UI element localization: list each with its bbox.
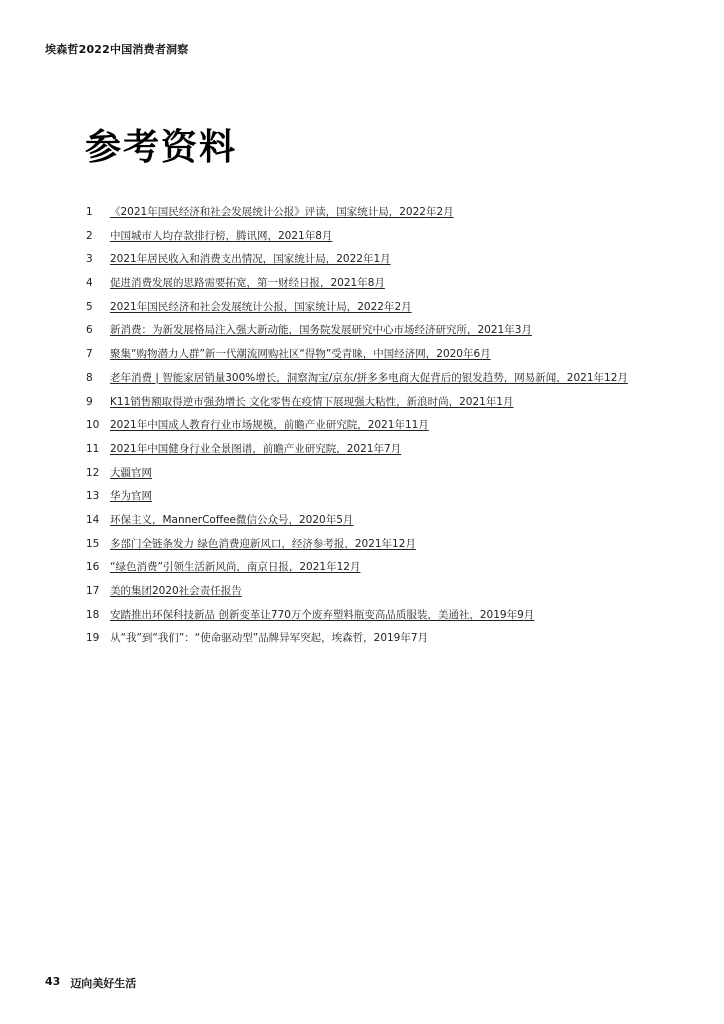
reference-item [86, 321, 628, 345]
reference-number: 14 [86, 513, 100, 526]
reference-link[interactable]: “绿色消费”引领生活新风尚，南京日报，2021年12月 [110, 561, 361, 574]
reference-number: 5 [86, 300, 93, 313]
reference-link[interactable]: 中国城市人均存款排行榜，腾讯网，2021年8月 [110, 229, 333, 242]
reference-number: 19 [86, 632, 100, 645]
reference-number: 9 [86, 395, 93, 408]
footer-section-title: 迈向美好生活 [70, 977, 137, 990]
reference-item [86, 606, 628, 630]
reference-link[interactable]: 2021年居民收入和消费支出情况，国家统计局，2022年1月 [110, 253, 391, 266]
reference-link[interactable]: 2021年国民经济和社会发展统计公报，国家统计局，2022年2月 [110, 300, 412, 313]
reference-text: 从“我”到“我们”：“使命驱动型”品牌异军突起，埃森哲，2019年7月 [110, 632, 429, 645]
reference-number: 12 [86, 466, 100, 479]
reference-item [86, 393, 628, 417]
reference-item [86, 558, 628, 582]
reference-item [86, 274, 628, 298]
reference-link[interactable]: 老年消费 | 智能家居销量300%增长，洞察淘宝/京东/拼多多电商大促背后的银发趋势，网易新闻，2021年12月 [110, 371, 628, 384]
reference-link[interactable]: 环保主义，MannerCoffee微信公众号，2020年5月 [110, 513, 354, 526]
reference-number: 13 [86, 490, 100, 503]
reference-link[interactable]: 大疆官网 [110, 466, 152, 479]
reference-item [86, 416, 628, 440]
reference-list [86, 203, 628, 653]
reference-number: 4 [86, 277, 93, 290]
page-number: 43 [45, 975, 61, 988]
reference-item [86, 250, 628, 274]
report-header: 埃森哲2022中国消费者洞察 [45, 43, 189, 56]
reference-link[interactable]: 华为官网 [110, 490, 152, 503]
reference-number: 15 [86, 537, 100, 550]
reference-link[interactable]: 安踏推出环保科技新品 创新变革让770万个废弃塑料瓶变高品质服装，美通社，2019年9月 [110, 608, 535, 621]
reference-number: 6 [86, 324, 93, 337]
reference-number: 2 [86, 229, 93, 242]
reference-number: 3 [86, 253, 93, 266]
reference-number: 16 [86, 561, 100, 574]
reference-number: 1 [86, 206, 93, 218]
reference-link[interactable]: 2021年中国健身行业全景图谱，前瞻产业研究院，2021年7月 [110, 442, 402, 455]
page-footer [45, 975, 136, 991]
reference-number: 7 [86, 348, 93, 361]
reference-link[interactable]: 聚集“购物潜力人群”新一代潮流网购社区“得物”受青睐，中国经济网，2020年6月 [110, 348, 491, 361]
reference-number: 17 [86, 585, 100, 597]
reference-number: 10 [86, 419, 100, 432]
reference-number: 18 [86, 608, 100, 621]
reference-item [86, 203, 628, 227]
reference-number: 11 [86, 442, 100, 455]
reference-link[interactable]: 新消费：为新发展格局注入强大新动能，国务院发展研究中心市场经济研究所，2021年3月 [110, 324, 532, 337]
reference-link[interactable]: K11销售额取得逆市强劲增长 文化零售在疫情下展现强大粘性，新浪时尚，2021年1月 [110, 395, 514, 408]
reference-item [86, 345, 628, 369]
reference-item [86, 464, 628, 488]
reference-item [86, 369, 628, 393]
reference-number: 8 [86, 371, 93, 384]
reference-item [86, 582, 628, 606]
reference-link[interactable]: 美的集团2020社会责任报告 [110, 585, 242, 597]
reference-item [86, 535, 628, 559]
reference-link[interactable]: 2021年中国成人教育行业市场规模，前瞻产业研究院，2021年11月 [110, 419, 429, 432]
reference-link[interactable]: 多部门全链条发力 绿色消费迎新风口，经济参考报，2021年12月 [110, 537, 416, 550]
reference-item [86, 487, 628, 511]
reference-item [86, 440, 628, 464]
reference-link[interactable]: 《2021年国民经济和社会发展统计公报》评读，国家统计局，2022年2月 [110, 206, 454, 218]
page-title: 参考资料 [85, 127, 238, 168]
reference-link[interactable]: 促进消费发展的思路需要拓宽，第一财经日报，2021年8月 [110, 277, 385, 290]
reference-item [86, 298, 628, 322]
reference-item [86, 629, 628, 653]
reference-item [86, 227, 628, 251]
reference-item [86, 511, 628, 535]
